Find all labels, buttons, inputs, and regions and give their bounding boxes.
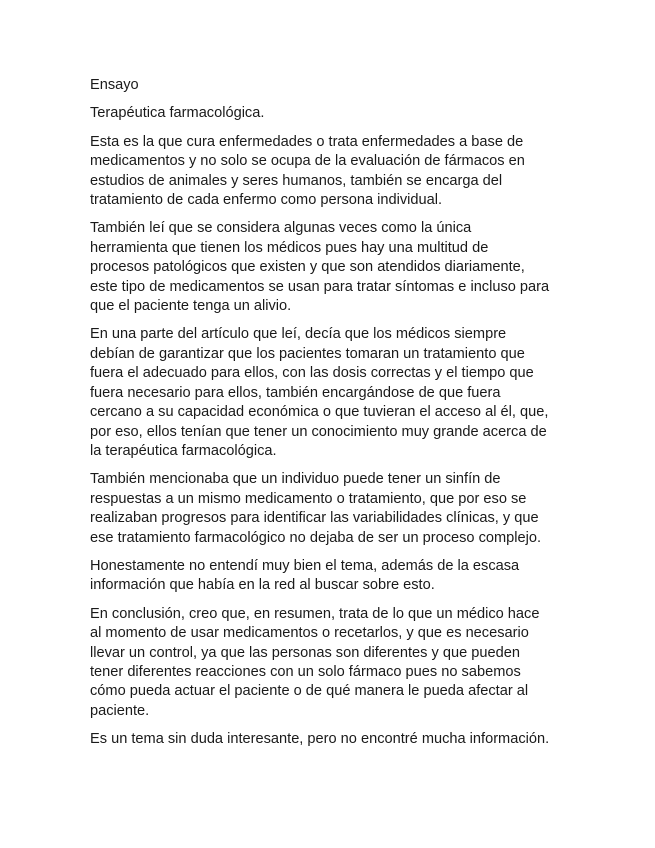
paragraph-line: fuera necesario para ellos, también encargándose de que fuera: [90, 384, 501, 401]
paragraph-line: realizaban progresos para identificar las variabilidades clínicas, y que: [90, 510, 539, 527]
paragraph-line: por eso, ellos tenían que tener un conocimiento muy grande acerca de: [90, 423, 547, 440]
paragraph-line: Es un tema sin duda interesante, pero no encontré mucha información.: [90, 731, 550, 748]
paragraph-line: Honestamente no entendí muy bien el tema, además de la escasa: [90, 557, 520, 574]
paragraph-line: estudios de animales y seres humanos, también se encarga del: [90, 172, 503, 189]
document-heading: Ensayo: [90, 77, 139, 93]
paragraph-line: fuera el adecuado para ellos, con las dosis correctas y el tiempo que: [90, 365, 534, 382]
paragraph-6: [90, 605, 568, 721]
paragraph-line: medicamentos y no solo se ocupa de la evaluación de fármacos en: [90, 153, 525, 170]
paragraph-1: [90, 133, 568, 211]
paragraph-4: [90, 470, 568, 548]
paragraph-line: ese tratamiento farmacológico no dejaba de ser un proceso complejo.: [90, 529, 542, 546]
paragraph-7: [90, 730, 568, 749]
paragraph-line: cercano a su capacidad económica o que tuvieran el acceso al él, que,: [90, 404, 549, 421]
paragraph-line: tener diferentes reacciones con un solo fármaco pues no sabemos: [90, 663, 521, 680]
document-body: [90, 76, 568, 759]
paragraph-5: [90, 557, 568, 596]
paragraph-line: herramienta que tienen los médicos pues hay una multitud de: [90, 239, 489, 256]
paragraph-line: tratamiento de cada enfermo como persona individual.: [90, 192, 443, 209]
paragraph-line: respuestas a un mismo medicamento o tratamiento, que por eso se: [90, 490, 527, 507]
paragraph-line: llevar un control, ya que las personas son diferentes y que pueden: [90, 644, 520, 661]
paragraph-line: paciente.: [90, 702, 150, 719]
paragraph-line: En una parte del artículo que leí, decía que los médicos siempre: [90, 326, 507, 343]
paragraph-line: Esta es la que cura enfermedades o trata enfermedades a base de: [90, 133, 524, 150]
paragraph-line: al momento de usar medicamentos o recetarlos, y que es necesario: [90, 625, 529, 642]
paragraph-3: [90, 325, 568, 461]
paragraph-line: este tipo de medicamentos se usan para tratar síntomas e incluso para: [90, 278, 550, 295]
paragraph-line: información que había en la red al buscar sobre esto.: [90, 577, 435, 594]
paragraph-line: cómo pueda actuar el paciente o de qué manera le pueda afectar al: [90, 683, 529, 700]
paragraph-2: [90, 219, 568, 316]
paragraph-line: la terapéutica farmacológica.: [90, 442, 277, 459]
paragraph-line: que el paciente tenga un alivio.: [90, 298, 292, 315]
paragraph-line: También mencionaba que un individuo puede tener un sinfín de: [90, 471, 501, 488]
paragraph-line: debían de garantizar que los pacientes tomaran un tratamiento que: [90, 345, 525, 362]
paragraph-line: También leí que se considera algunas veces como la única: [90, 220, 472, 237]
paragraph-line: procesos patológicos que existen y que son atendidos diariamente,: [90, 259, 525, 276]
document-subheading: Terapéutica farmacológica.: [90, 105, 265, 122]
paragraph-line: En conclusión, creo que, en resumen, trata de lo que un médico hace: [90, 605, 540, 622]
